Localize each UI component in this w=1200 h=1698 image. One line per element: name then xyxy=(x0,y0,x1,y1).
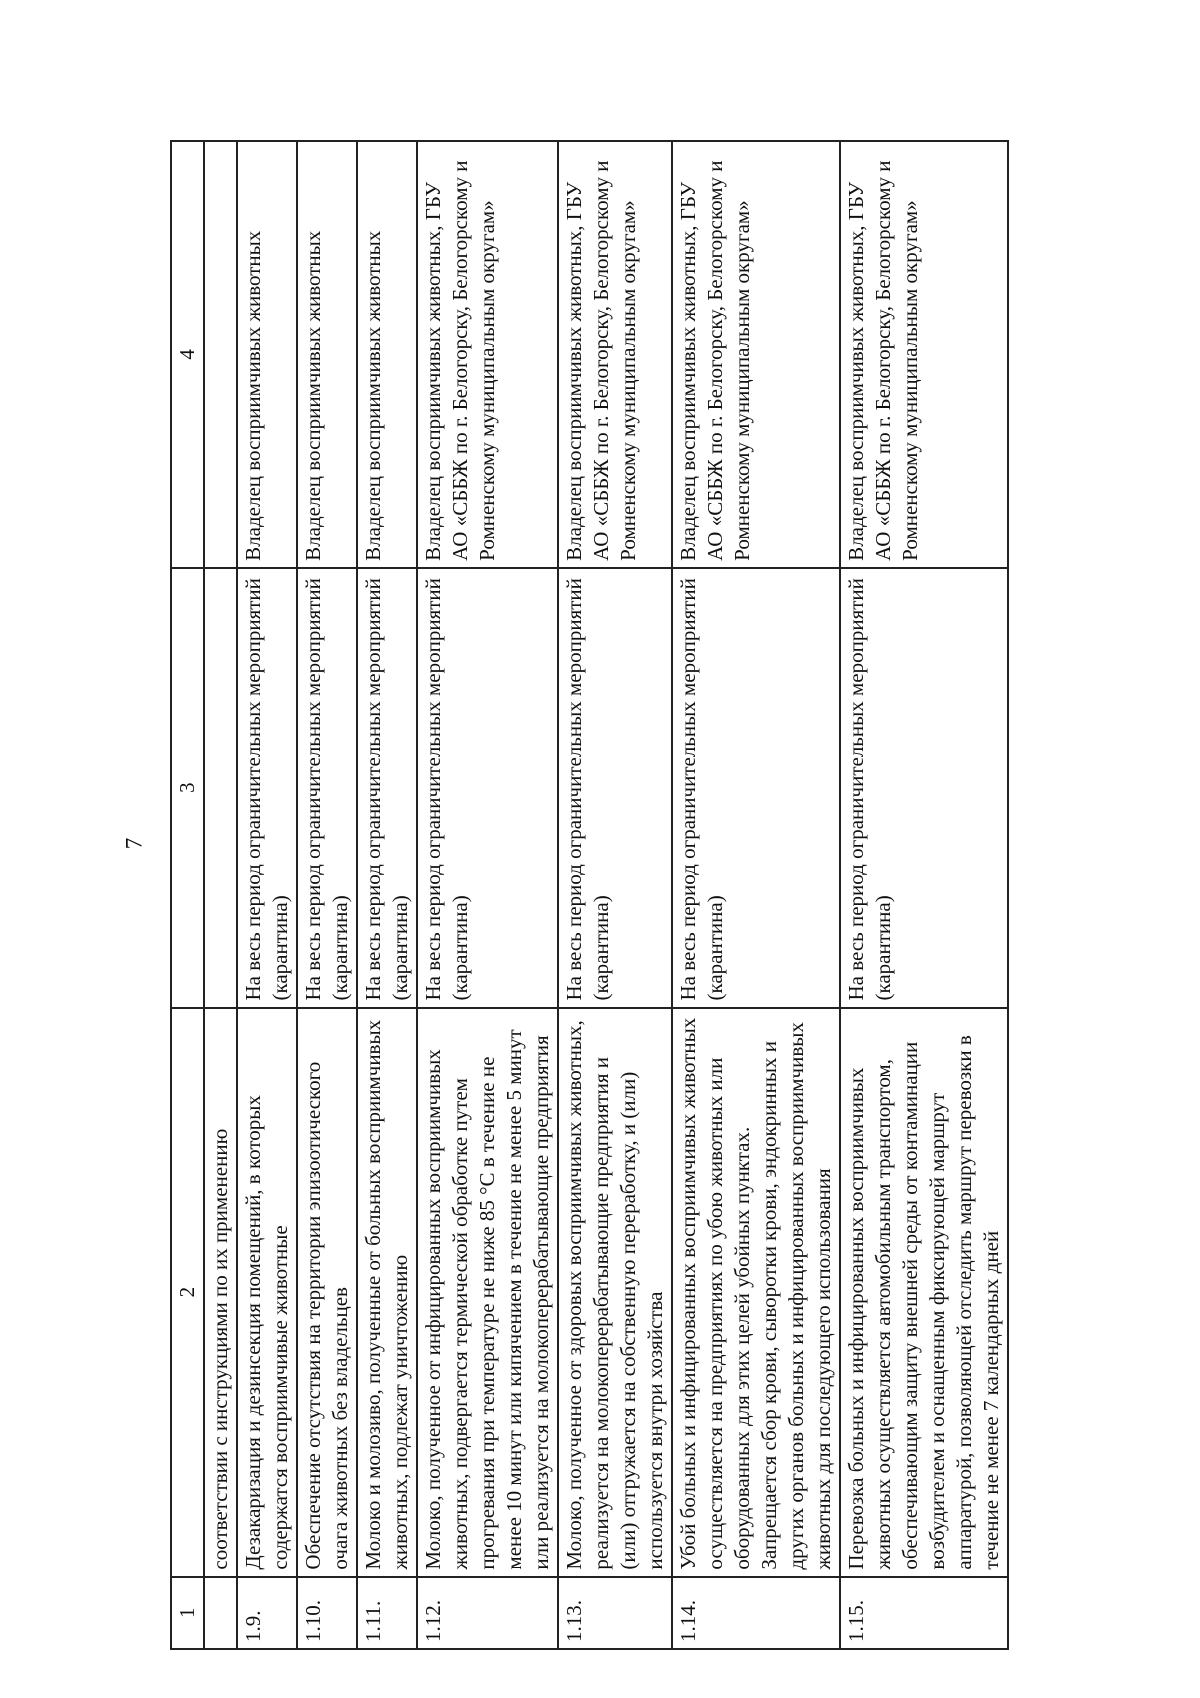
table-header-row xyxy=(171,141,204,1649)
cell-num: 1.14. xyxy=(672,1577,840,1649)
page-number: 7 xyxy=(121,837,147,850)
cell-measure: Молоко и молозиво, полученные от больных восприимчивых животных, подлежат уничтожению xyxy=(357,1008,417,1577)
cell-period: На весь период ограничительных мероприятий (карантина) xyxy=(297,568,357,1008)
cell-num: 1.12. xyxy=(417,1577,558,1649)
cell-responsible: Владелец восприимчивых животных, ГБУ АО «СББЖ по г. Белогорску, Белогорскому и Ромненскому муниципальным округам» xyxy=(417,141,558,568)
cell-responsible: Владелец восприимчивых животных xyxy=(237,141,297,568)
header-col-4: 4 xyxy=(171,141,204,568)
cell-responsible xyxy=(204,141,237,568)
cell-responsible: Владелец восприимчивых животных xyxy=(297,141,357,568)
cell-measure: соответствии с инструкциями по их применению xyxy=(204,1008,237,1577)
cell-num: 1.15. xyxy=(840,1577,1008,1649)
cell-measure: Молоко, полученное от инфицированных восприимчивых животных, подвергается термической обработке путем прогревания при температуре не ниже 85 °С в течение не менее 10 минут или кипячением в течение не менее 5 минут или реализуется на молокоперерабатывающие предприятия xyxy=(417,1008,558,1577)
header-col-2: 2 xyxy=(171,1008,204,1577)
cell-num: 1.10. xyxy=(297,1577,357,1649)
table-row xyxy=(417,141,558,1649)
cell-period: На весь период ограничительных мероприятий (карантина) xyxy=(672,568,840,1008)
cell-responsible: Владелец восприимчивых животных, ГБУ АО «СББЖ по г. Белогорску, Белогорскому и Ромненскому муниципальным округам» xyxy=(672,141,840,568)
table-row xyxy=(357,141,417,1649)
table-row xyxy=(297,141,357,1649)
table-row xyxy=(237,141,297,1649)
cell-responsible: Владелец восприимчивых животных, ГБУ АО «СББЖ по г. Белогорску, Белогорскому и Ромненскому муниципальным округам» xyxy=(558,141,672,568)
cell-measure: Молоко, полученное от здоровых восприимчивых животных, реализуется на молокоперерабатывающие предприятия и (или) отгружается на собственную переработку, и (или) используется внутри хозяйства xyxy=(558,1008,672,1577)
cell-measure: Дезакаризация и дезинсекция помещений, в которых содержатся восприимчивые животные xyxy=(237,1008,297,1577)
cell-measure: Обеспечение отсутствия на территории эпизоотического очага животных без владельцев xyxy=(297,1008,357,1577)
cell-responsible: Владелец восприимчивых животных xyxy=(357,141,417,568)
cell-num xyxy=(204,1577,237,1649)
cell-responsible: Владелец восприимчивых животных, ГБУ АО «СББЖ по г. Белогорску, Белогорскому и Ромненскому муниципальным округам» xyxy=(840,141,1008,568)
table-row xyxy=(840,141,1008,1649)
measures-table xyxy=(170,140,1009,1650)
rotated-table-area xyxy=(170,140,1120,1650)
table-row-continuation xyxy=(204,141,237,1649)
header-col-3: 3 xyxy=(171,568,204,1008)
table-row xyxy=(558,141,672,1649)
table-row xyxy=(672,141,840,1649)
cell-period: На весь период ограничительных мероприятий (карантина) xyxy=(237,568,297,1008)
rotated-table-content xyxy=(170,140,1120,1650)
cell-num: 1.11. xyxy=(357,1577,417,1649)
cell-period: На весь период ограничительных мероприятий (карантина) xyxy=(558,568,672,1008)
cell-period xyxy=(204,568,237,1008)
cell-measure: Убой больных и инфицированных восприимчивых животных осуществляется на предприятиях по убою животных или оборудованных для этих целей убойных пунктах. Запрещается сбор крови, сыворотки крови, эндокринных и других органов больных и инфицированных восприимчивых животных для последующего использования xyxy=(672,1008,840,1577)
header-col-1: 1 xyxy=(171,1577,204,1649)
cell-num: 1.9. xyxy=(237,1577,297,1649)
cell-measure: Перевозка больных и инфицированных восприимчивых животных осуществляется автомобильным транспортом, обеспечивающим защиту внешней среды от контаминации возбудителем и оснащенным фиксирующей маршрут аппаратурой, позволяющей отследить маршрут перевозки в течение не менее 7 календарных дней xyxy=(840,1008,1008,1577)
cell-num: 1.13. xyxy=(558,1577,672,1649)
cell-period: На весь период ограничительных мероприятий (карантина) xyxy=(417,568,558,1008)
cell-period: На весь период ограничительных мероприятий (карантина) xyxy=(357,568,417,1008)
cell-period: На весь период ограничительных мероприятий (карантина) xyxy=(840,568,1008,1008)
